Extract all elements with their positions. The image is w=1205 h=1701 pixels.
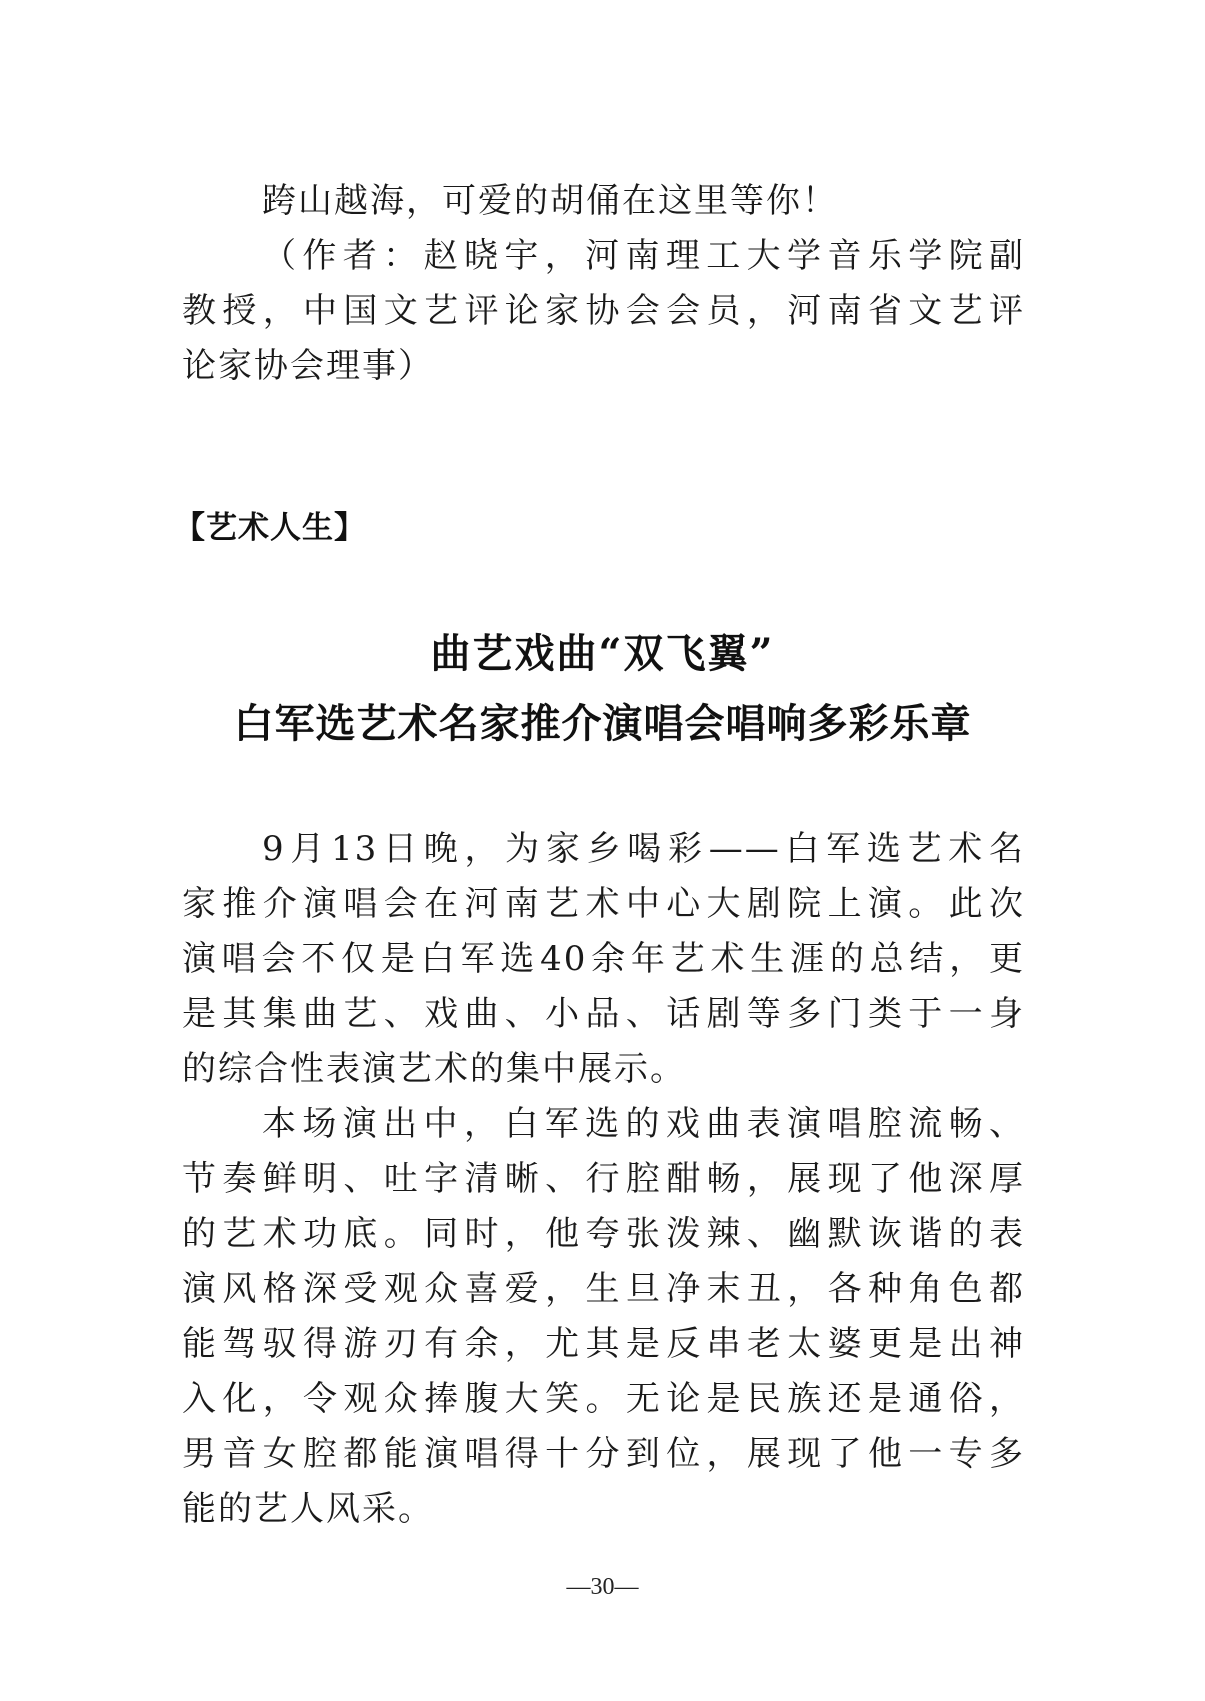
paragraph-line: 家推介演唱会在河南艺术中心大剧院上演。此次 — [182, 884, 1025, 924]
paragraph-line: 是其集曲艺、戏曲、小品、话剧等多门类于一身 — [182, 994, 1025, 1034]
paragraph-line: 的艺术功底。同时，他夸张泼辣、幽默诙谐的表 — [182, 1214, 1025, 1254]
paragraph-1 — [182, 822, 1025, 1097]
paragraph-line: 演风格深受观众喜爱，生旦净末丑，各种角色都 — [182, 1269, 1025, 1309]
author-note-line: 教授，中国文艺评论家协会会员，河南省文艺评 — [182, 291, 1025, 331]
article-title-line-1: 曲艺戏曲“双飞翼” — [430, 630, 775, 677]
paragraph-line: 能驾驭得游刃有余，尤其是反串老太婆更是出神 — [182, 1324, 1025, 1364]
paragraph-2 — [182, 1097, 1025, 1537]
paragraph-line: 9月13日晚，为家乡喝彩——白军选艺术名 — [262, 829, 1025, 869]
paragraph-line: 的综合性表演艺术的集中展示。 — [182, 1049, 686, 1089]
page-number: —30— — [566, 1574, 639, 1600]
article-title-line-2: 白军选艺术名家推介演唱会唱响多彩乐章 — [233, 700, 972, 747]
paragraph-line: 演唱会不仅是白军选40余年艺术生涯的总结，更 — [182, 939, 1025, 979]
closing-line: 跨山越海，可爱的胡俑在这里等你！ — [262, 181, 838, 221]
paragraph-line: 能的艺人风采。 — [182, 1489, 434, 1529]
author-note-line: （作者：赵晓宇，河南理工大学音乐学院副 — [262, 236, 1025, 276]
paragraph-line: 男音女腔都能演唱得十分到位，展现了他一专多 — [182, 1434, 1025, 1474]
author-note-line: 论家协会理事） — [182, 346, 434, 386]
previous-article-ending — [182, 174, 1025, 394]
article-body — [182, 822, 1025, 1537]
paragraph-line: 节奏鲜明、吐字清晰、行腔酣畅，展现了他深厚 — [182, 1159, 1025, 1199]
paragraph-line: 入化，令观众捧腹大笑。无论是民族还是通俗， — [182, 1379, 1025, 1419]
section-tag: 【艺术人生】 — [174, 510, 366, 546]
paragraph-line: 本场演出中，白军选的戏曲表演唱腔流畅、 — [262, 1104, 1025, 1144]
